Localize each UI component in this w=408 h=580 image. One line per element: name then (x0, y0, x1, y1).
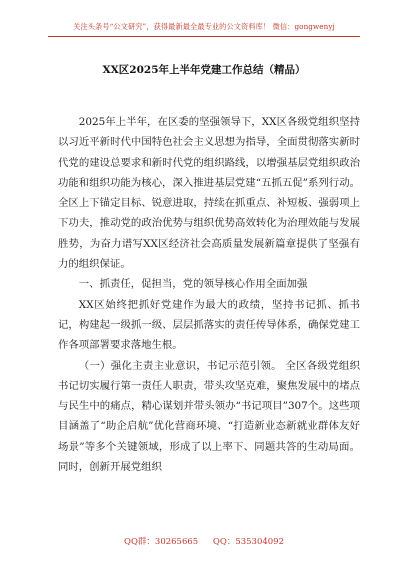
header-banner: 关注头条号“公文研究”，获得最新最全最专业的公文资料库！ 微信：gongwenyj (73, 22, 335, 31)
footer-qq-number: QQ：535304092 (212, 537, 284, 547)
intro-paragraph: 2025年上半年，在区委的坚强领导下，XX区各级党组织坚持以习近平新时代中国特色社会主义思想为指导，全面贯彻落实新时代党的建设总要求和新时代党的组织路线，以增强基层党组织政治功能和组织功能为核心，深入推进基层党建“五抓五促”系列行动。全区上下锚定目标、锐意进取，持续在抓重点、补短板、强弱项上下功夫，推动党的政治优势与组织优势高效转化为治理效能与发展胜势，为奋力谱写XX区经济社会高质量发展新篇章提供了坚强有力的组织保证。 (58, 116, 360, 271)
section-paragraph: XX区始终把抓好党建作为最大的政绩，坚持书记抓、抓书记，构建起一级抓一级、层层抓落实的责任传导体系，确保党建工作各项部署要求落地生根。 (58, 298, 360, 352)
document-title: XX区2025年上半年党建工作总结（精品） (102, 64, 306, 76)
header-divider (48, 36, 360, 37)
subsection-paragraph: （一）强化主责主业意识，书记示范引领。 全区各级党组织书记切实履行第一责任人职责，带头攻坚克难，聚焦发展中的堵点与民生中的痛点，精心谋划并带头领办“书记项目”307个。这些项目涵盖了“助企启航”优化营商环境、“打造新业态新就业群体友好场景”等多个关键领域，形成了以上率下、同题共答的生动局面。同时，创新开展党组织 (58, 359, 360, 474)
document-body (58, 112, 360, 477)
footer-contact (0, 535, 408, 547)
section-heading: 一、抓责任，促担当，党的领导核心作用全面加强 (78, 278, 308, 291)
footer-qq-group: QQ群：30265665 (123, 537, 199, 547)
